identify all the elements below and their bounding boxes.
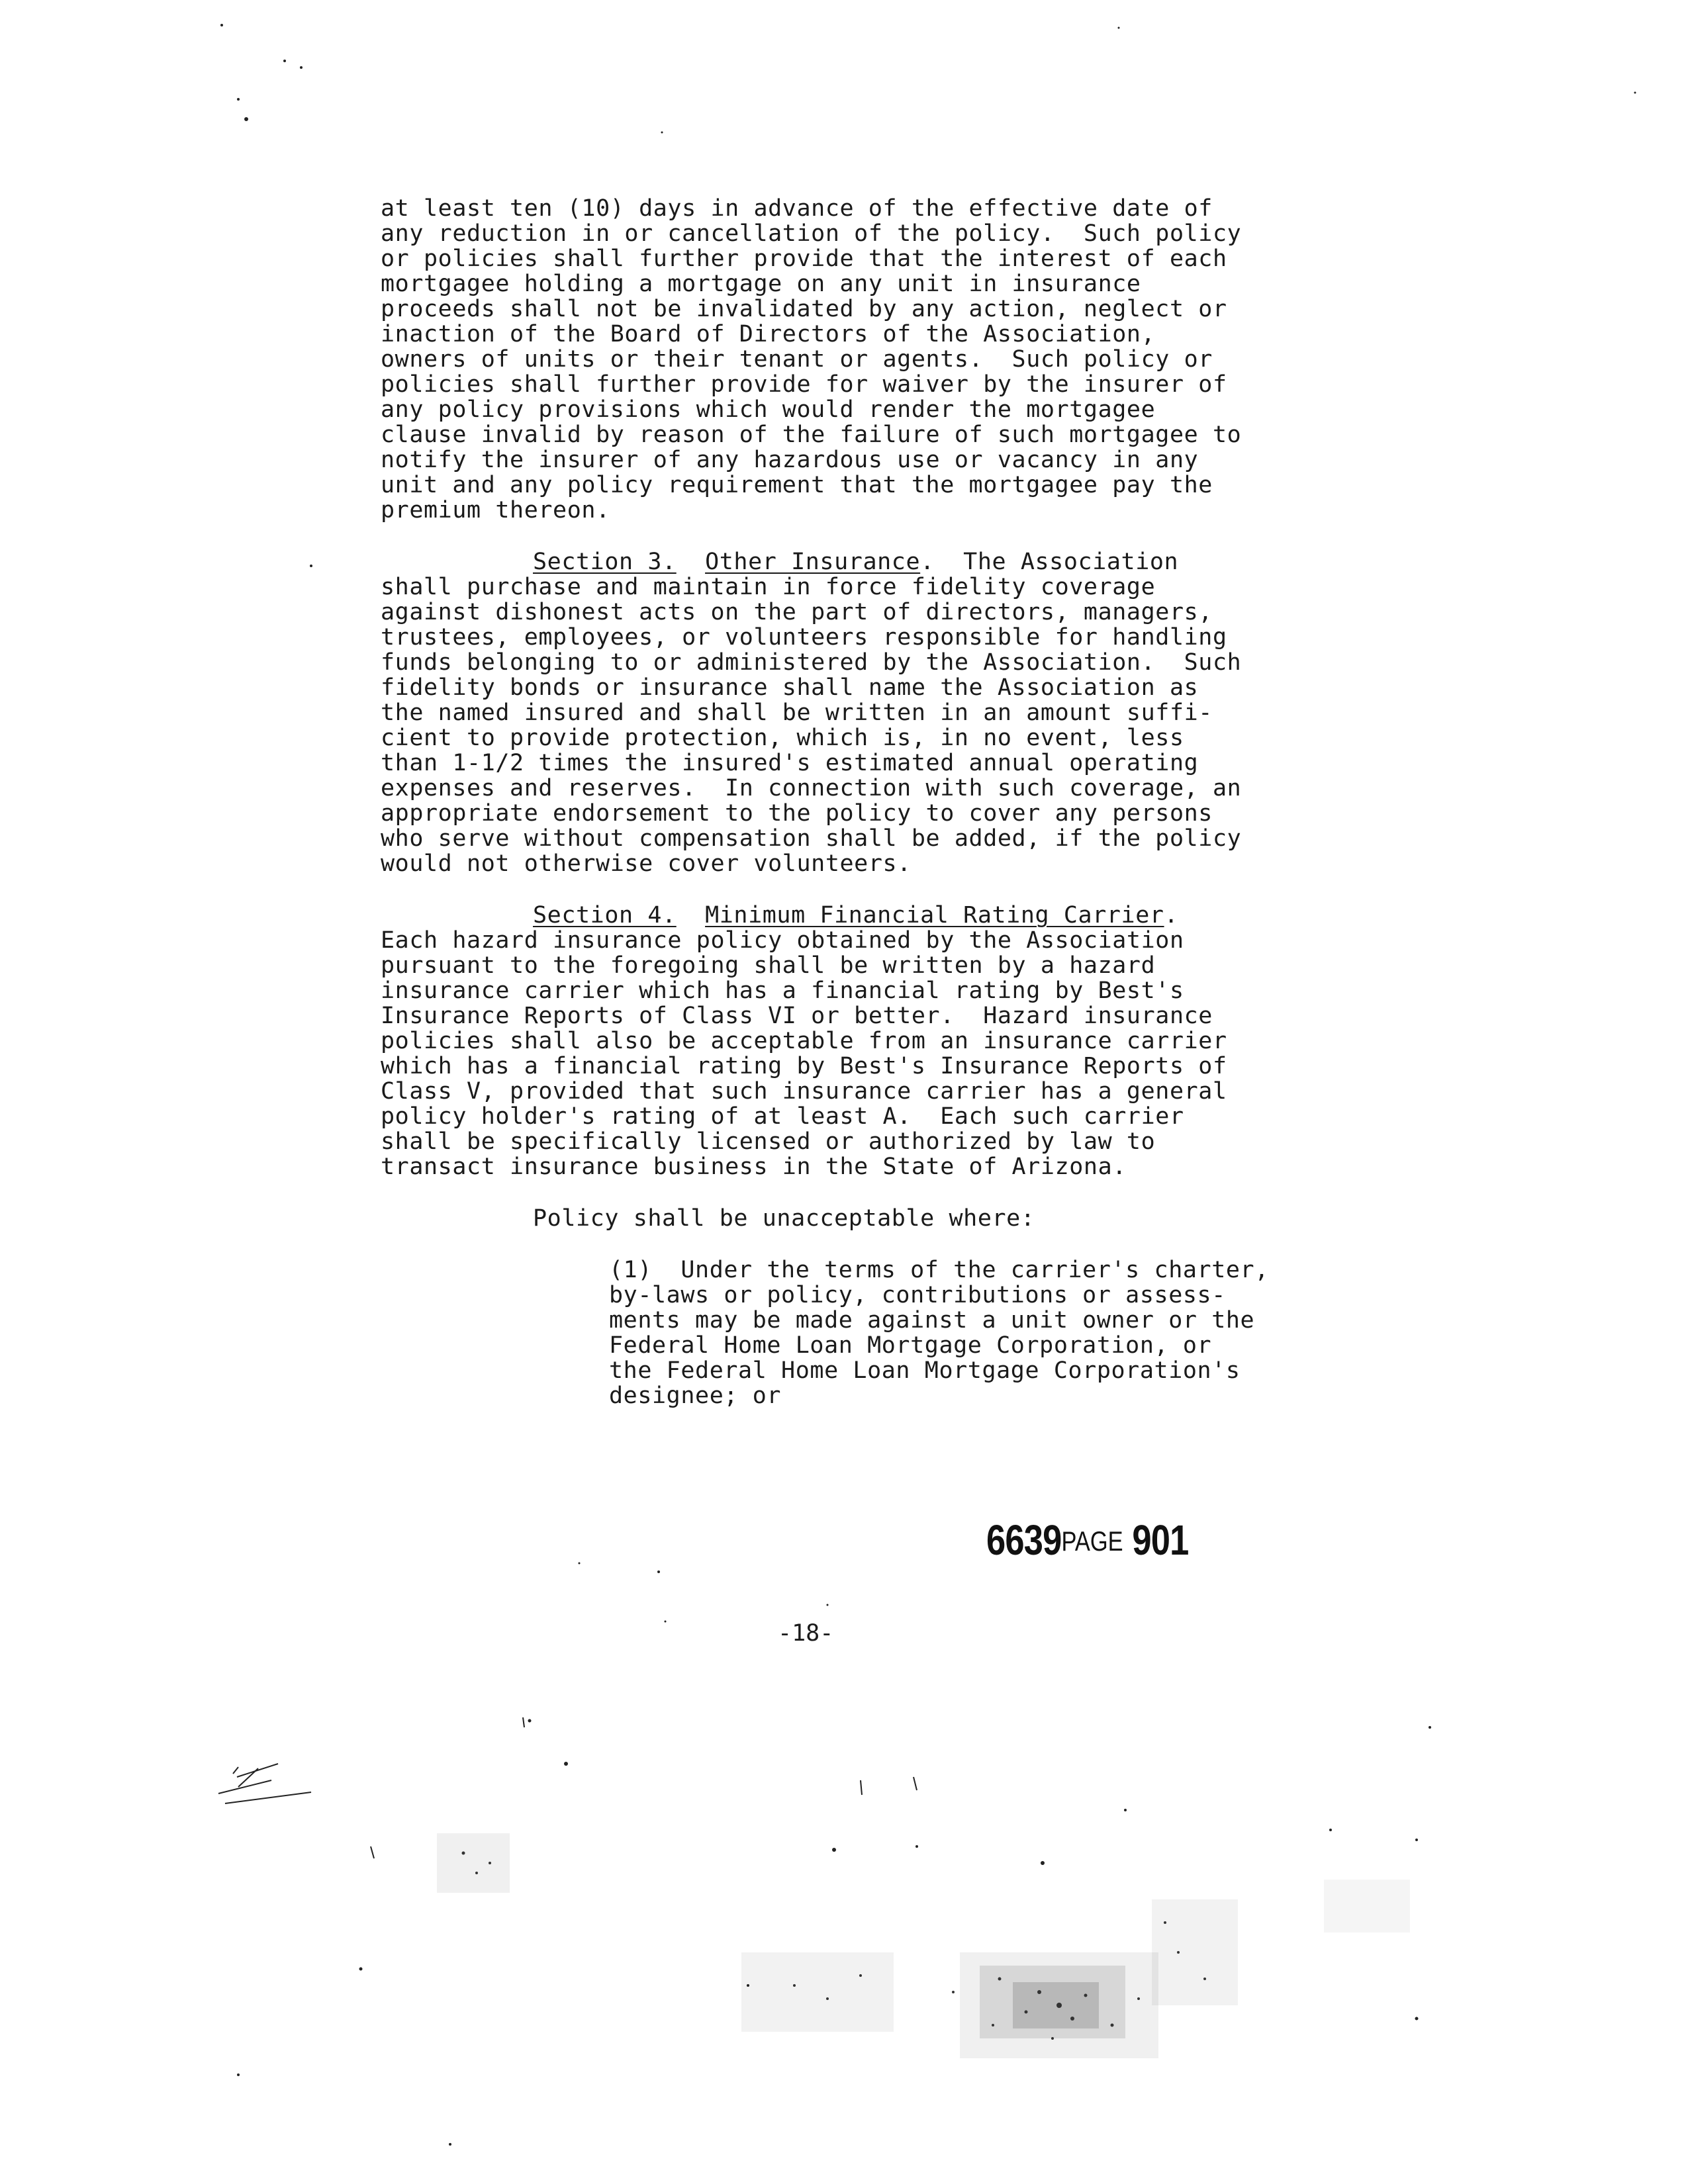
section-number: Section 3. bbox=[533, 549, 677, 575]
text-line: which has a financial rating by Best's Insurance Reports of bbox=[381, 1053, 1227, 1079]
policy-unacceptable-intro: Policy shall be unacceptable where: bbox=[533, 1205, 1035, 1232]
section-heading-rest: . bbox=[1164, 902, 1179, 929]
text-line: any reduction in or cancellation of the policy. Such policy bbox=[381, 220, 1242, 247]
text-line: cient to provide protection, which is, in no event, less bbox=[381, 725, 1184, 751]
text-line: shall purchase and maintain in force fidelity coverage bbox=[381, 574, 1156, 600]
text-line: who serve without compensation shall be added, if the policy bbox=[381, 825, 1242, 852]
text-line: shall be specifically licensed or authorized by law to bbox=[381, 1128, 1156, 1155]
text-line: fidelity bonds or insurance shall name the Association as bbox=[381, 674, 1199, 701]
recording-page-word: PAGE bbox=[1061, 1525, 1123, 1557]
text-line: at least ten (10) days in advance of the effective date of bbox=[381, 195, 1213, 222]
recording-page-number: 901 bbox=[1132, 1516, 1189, 1564]
text-line: pursuant to the foregoing shall be written by a hazard bbox=[381, 952, 1156, 979]
recording-book-number: 6639 bbox=[986, 1516, 1062, 1564]
text-line: premium thereon. bbox=[381, 497, 610, 523]
section-title: Minimum Financial Rating Carrier bbox=[705, 902, 1164, 929]
text-line: policies shall further provide for waiver by the insurer of bbox=[381, 371, 1227, 398]
text-line: the Federal Home Loan Mortgage Corporation's bbox=[609, 1357, 1241, 1384]
text-line: insurance carrier which has a financial rating by Best's bbox=[381, 978, 1184, 1004]
text-line: expenses and reserves. In connection with such coverage, an bbox=[381, 775, 1242, 801]
text-line: clause invalid by reason of the failure of such mortgagee to bbox=[381, 422, 1242, 448]
text-line: notify the insurer of any hazardous use or vacancy in any bbox=[381, 447, 1199, 473]
text-line: policy holder's rating of at least A. Each such carrier bbox=[381, 1103, 1184, 1130]
text-line: proceeds shall not be invalidated by any action, neglect or bbox=[381, 296, 1227, 322]
text-line: ments may be made against a unit owner or the bbox=[609, 1307, 1255, 1334]
text-line: appropriate endorsement to the policy to cover any persons bbox=[381, 800, 1213, 827]
text-line: Class V, provided that such insurance carrier has a general bbox=[381, 1078, 1227, 1105]
text-line: owners of units or their tenant or agents. Such policy or bbox=[381, 346, 1213, 373]
page-number: -18- bbox=[778, 1620, 834, 1647]
text-line: designee; or bbox=[609, 1383, 782, 1409]
text-line: Each hazard insurance policy obtained by the Association bbox=[381, 927, 1184, 954]
section-number: Section 4. bbox=[533, 902, 677, 929]
text-line: policies shall also be acceptable from an insurance carrier bbox=[381, 1028, 1227, 1054]
text-line: inaction of the Board of Directors of the Association, bbox=[381, 321, 1156, 347]
section-title: Other Insurance bbox=[705, 549, 921, 575]
text-line: against dishonest acts on the part of directors, managers, bbox=[381, 599, 1213, 625]
text-line: any policy provisions which would render the mortgagee bbox=[381, 396, 1156, 423]
text-line: Insurance Reports of Class VI or better. Hazard insurance bbox=[381, 1003, 1213, 1029]
text-line: the named insured and shall be written in an amount suffi- bbox=[381, 700, 1213, 726]
text-line: funds belonging to or administered by the Association. Such bbox=[381, 649, 1242, 676]
text-line: trustees, employees, or volunteers responsible for handling bbox=[381, 624, 1227, 651]
text-line: Federal Home Loan Mortgage Corporation, or bbox=[609, 1332, 1212, 1359]
text-line: would not otherwise cover volunteers. bbox=[381, 850, 912, 877]
text-line: (1) Under the terms of the carrier's charter, bbox=[609, 1257, 1269, 1283]
text-line: or policies shall further provide that the interest of each bbox=[381, 246, 1227, 272]
text-line: mortgagee holding a mortgage on any unit in insurance bbox=[381, 271, 1141, 297]
text-line: unit and any policy requirement that the mortgagee pay the bbox=[381, 472, 1213, 498]
section-heading-rest: . The Association bbox=[920, 549, 1179, 575]
text-line: transact insurance business in the State of Arizona. bbox=[381, 1154, 1127, 1180]
text-line: than 1-1/2 times the insured's estimated annual operating bbox=[381, 750, 1199, 776]
text-line: by-laws or policy, contributions or assess- bbox=[609, 1282, 1226, 1308]
